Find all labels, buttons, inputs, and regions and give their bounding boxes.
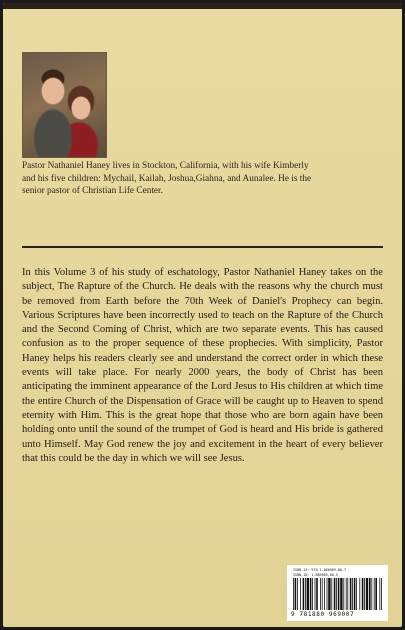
barcode-bars (293, 578, 382, 610)
divider-rule (22, 246, 383, 248)
author-bio: Pastor Nathaniel Haney lives in Stockton, California, with his wife Kimberly and his five children: Mychail, Kailah, Joshua,Giahna, and Aunalee. He is the senior pastor of Christian Life Center. (22, 161, 312, 196)
author-photo (22, 52, 107, 158)
isbn-13-text: ISBN-13: 978-1-880969-00-7 (293, 568, 347, 572)
back-cover (3, 3, 402, 627)
book-description: In this Volume 3 of his study of eschatology, Pastor Nathaniel Haney takes on the subject, The Rapture of the Church. He deals with the reasons why the church must be removed from Earth before the 70th Week of Daniel's Prophecy can begin. Various Scriptures have been incorrectly used to teach on the Rapture of the Church and the Second Coming of Christ, which are two separate events. This has caused confusion as to the proper sequence of these prophecies. With simplicity, Pastor Haney helps his readers clearly see and understand the correct order in which these events will take place. For nearly 2000 years, the body of Christ has been anticipating the imminent appearance of the Lord Jesus to His children at which time the entire Church of the Dispensation of Grace will be caught up to Heaven to spend eternity with Him. This is the great hope that those who are born again have been holding onto until the sound of the trumpet of God is heard and His bride is gathered unto Himself. May God renew the joy and excitement in the heart of every believer that this could be the day in which we will see Jesus. (22, 267, 383, 464)
top-edge (3, 3, 402, 9)
barcode-label (287, 565, 388, 621)
barcode-digits: 9 781880 969007 (291, 611, 355, 618)
isbn-10-text: ISBN-10: 1-880969-00-5 (293, 573, 338, 577)
